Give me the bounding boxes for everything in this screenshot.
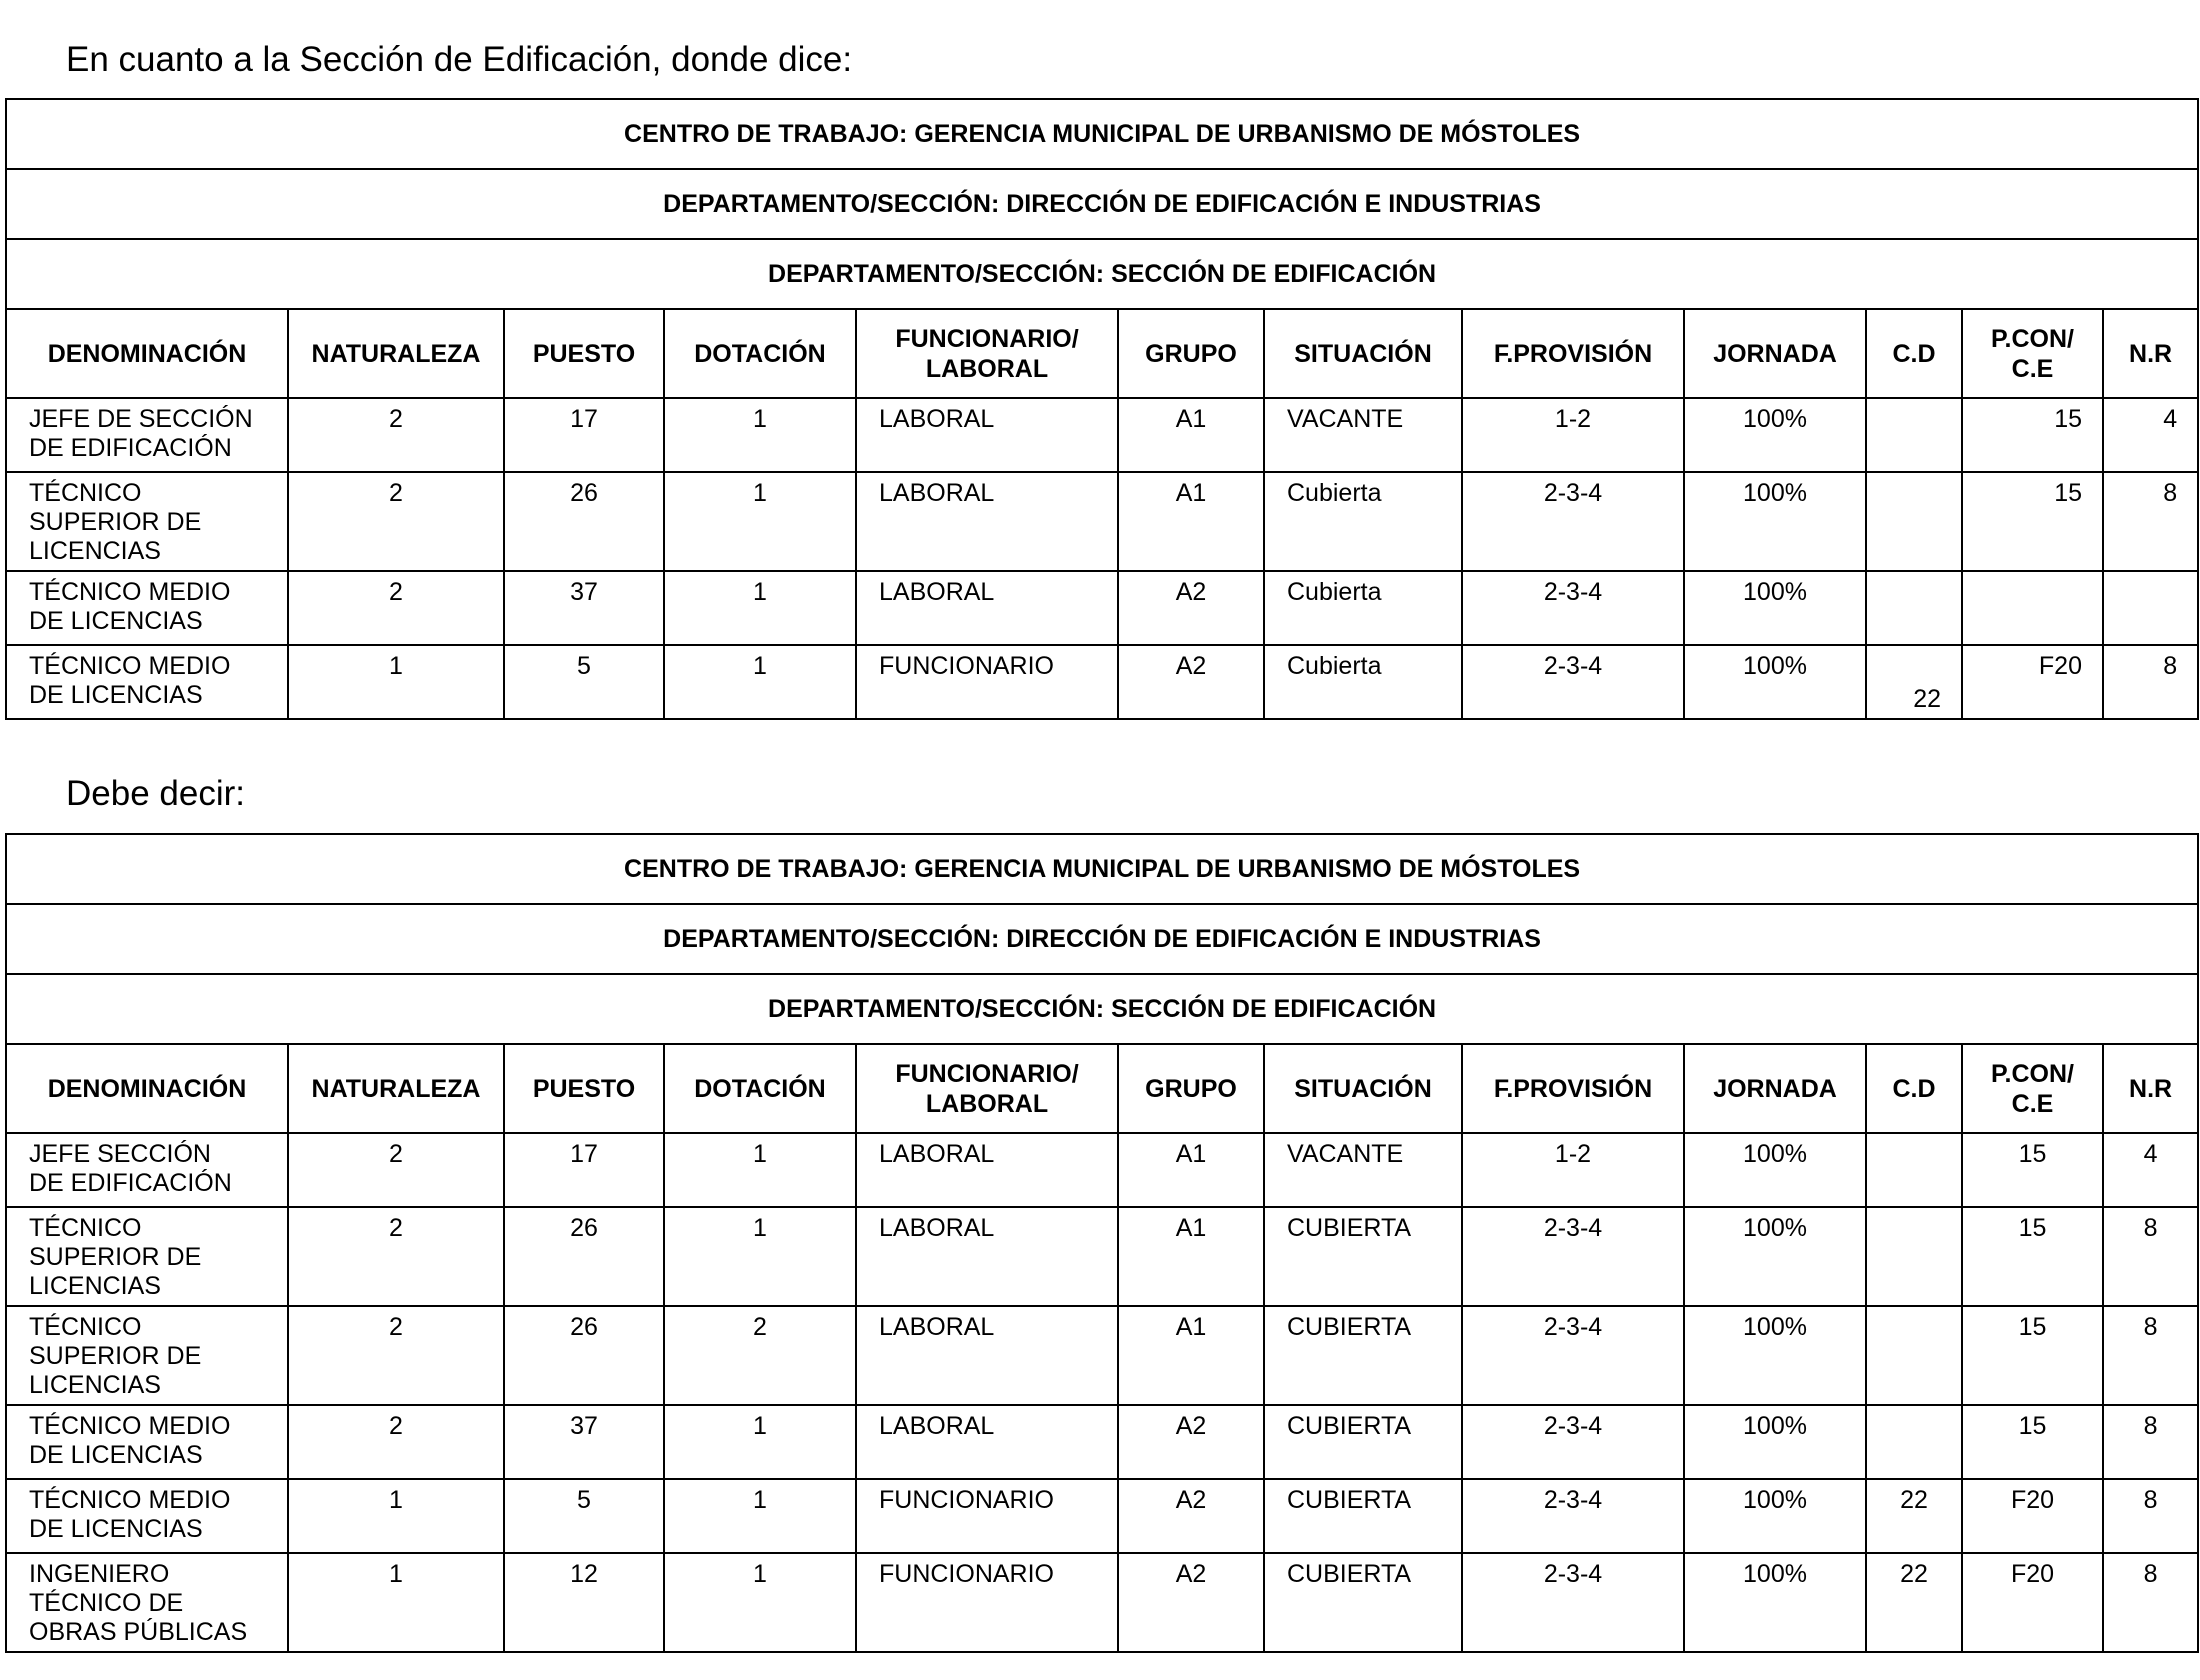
- cell-puesto: 17: [504, 398, 664, 472]
- cell-naturaleza: 2: [288, 1405, 504, 1479]
- cell-naturaleza: 1: [288, 1553, 504, 1652]
- cell-funcionario: LABORAL: [856, 1306, 1118, 1405]
- cell-nr: [2103, 571, 2198, 645]
- cell-naturaleza: 2: [288, 571, 504, 645]
- cell-situacion: Cubierta: [1264, 472, 1462, 571]
- cell-funcionario: LABORAL: [856, 1405, 1118, 1479]
- cell-pcon: 15: [1962, 1207, 2103, 1306]
- cell-denominacion: TÉCNICO MEDIO DE LICENCIAS: [6, 1405, 288, 1479]
- col-jornada: JORNADA: [1684, 309, 1866, 398]
- col-pcon-ce: P.CON/ C.E: [1962, 309, 2103, 398]
- cell-cd: [1866, 1207, 1962, 1306]
- cell-situacion: CUBIERTA: [1264, 1207, 1462, 1306]
- cell-naturaleza: 1: [288, 645, 504, 719]
- cell-puesto: 37: [504, 1405, 664, 1479]
- cell-jornada: 100%: [1684, 1553, 1866, 1652]
- cell-jornada: 100%: [1684, 1479, 1866, 1553]
- cell-puesto: 26: [504, 1306, 664, 1405]
- cell-situacion: CUBIERTA: [1264, 1405, 1462, 1479]
- cell-provision: 1-2: [1462, 398, 1684, 472]
- col-grupo: GRUPO: [1118, 309, 1264, 398]
- cell-jornada: 100%: [1684, 1207, 1866, 1306]
- cell-naturaleza: 2: [288, 472, 504, 571]
- cell-jornada: 100%: [1684, 1306, 1866, 1405]
- cell-jornada: 100%: [1684, 398, 1866, 472]
- cell-funcionario: LABORAL: [856, 472, 1118, 571]
- cell-provision: 2-3-4: [1462, 1306, 1684, 1405]
- cell-situacion: CUBIERTA: [1264, 1553, 1462, 1652]
- cell-jornada: 100%: [1684, 645, 1866, 719]
- cell-pcon: 15: [1962, 398, 2103, 472]
- cell-nr: 8: [2103, 1405, 2198, 1479]
- cell-puesto: 26: [504, 1207, 664, 1306]
- cell-denominacion: TÉCNICO MEDIO DE LICENCIAS: [6, 1479, 288, 1553]
- col-cd: C.D: [1866, 1044, 1962, 1133]
- cell-naturaleza: 2: [288, 1207, 504, 1306]
- cell-grupo: A1: [1118, 1133, 1264, 1207]
- cell-funcionario: FUNCIONARIO: [856, 1553, 1118, 1652]
- cell-puesto: 37: [504, 571, 664, 645]
- column-header-row: [6, 309, 2198, 398]
- cell-grupo: A2: [1118, 1479, 1264, 1553]
- cell-denominacion: TÉCNICO MEDIO DE LICENCIAS: [6, 571, 288, 645]
- col-denominacion: DENOMINACIÓN: [6, 309, 288, 398]
- cell-dotacion: 1: [664, 571, 856, 645]
- cell-cd: 22: [1866, 1553, 1962, 1652]
- cell-pcon: F20: [1962, 1479, 2103, 1553]
- cell-dotacion: 1: [664, 1133, 856, 1207]
- cell-grupo: A1: [1118, 398, 1264, 472]
- cell-nr: 8: [2103, 1553, 2198, 1652]
- cell-naturaleza: 2: [288, 1133, 504, 1207]
- table-row: [6, 571, 2198, 645]
- cell-dotacion: 2: [664, 1306, 856, 1405]
- table-row: [6, 1133, 2198, 1207]
- col-pcon-ce: P.CON/ C.E: [1962, 1044, 2103, 1133]
- cell-naturaleza: 2: [288, 398, 504, 472]
- cell-pcon: 15: [1962, 1405, 2103, 1479]
- cell-provision: 2-3-4: [1462, 1405, 1684, 1479]
- cell-nr: 8: [2103, 472, 2198, 571]
- centro-trabajo-header: CENTRO DE TRABAJO: GERENCIA MUNICIPAL DE URBANISMO DE MÓSTOLES: [6, 99, 2198, 169]
- cell-cd: 22: [1866, 645, 1962, 719]
- cell-pcon: 15: [1962, 472, 2103, 571]
- cell-provision: 2-3-4: [1462, 472, 1684, 571]
- col-funcionario-laboral: FUNCIONARIO/ LABORAL: [856, 1044, 1118, 1133]
- cell-grupo: A2: [1118, 1405, 1264, 1479]
- cell-puesto: 17: [504, 1133, 664, 1207]
- table-row: [6, 1553, 2198, 1652]
- col-dotacion: DOTACIÓN: [664, 1044, 856, 1133]
- cell-cd: [1866, 1133, 1962, 1207]
- seccion-header: DEPARTAMENTO/SECCIÓN: SECCIÓN DE EDIFICACIÓN: [6, 974, 2198, 1044]
- cell-nr: 8: [2103, 1306, 2198, 1405]
- table-row: [6, 472, 2198, 571]
- table-row: [6, 1207, 2198, 1306]
- cell-nr: 4: [2103, 398, 2198, 472]
- cell-pcon: 15: [1962, 1306, 2103, 1405]
- cell-grupo: A1: [1118, 1306, 1264, 1405]
- cell-situacion: Cubierta: [1264, 645, 1462, 719]
- cell-funcionario: LABORAL: [856, 398, 1118, 472]
- cell-provision: 1-2: [1462, 1133, 1684, 1207]
- cell-funcionario: LABORAL: [856, 1207, 1118, 1306]
- table-row: [6, 1306, 2198, 1405]
- cell-grupo: A2: [1118, 571, 1264, 645]
- cell-denominacion: TÉCNICO SUPERIOR DE LICENCIAS: [6, 472, 288, 571]
- table-row: [6, 1405, 2198, 1479]
- cell-nr: 8: [2103, 1207, 2198, 1306]
- cell-pcon: F20: [1962, 1553, 2103, 1652]
- col-situacion: SITUACIÓN: [1264, 1044, 1462, 1133]
- cell-situacion: CUBIERTA: [1264, 1306, 1462, 1405]
- cell-nr: 4: [2103, 1133, 2198, 1207]
- cell-provision: 2-3-4: [1462, 1553, 1684, 1652]
- col-funcionario-laboral: FUNCIONARIO/ LABORAL: [856, 309, 1118, 398]
- table-debe-decir: [5, 833, 2199, 1653]
- cell-provision: 2-3-4: [1462, 1479, 1684, 1553]
- cell-dotacion: 1: [664, 645, 856, 719]
- cell-nr: 8: [2103, 645, 2198, 719]
- cell-situacion: VACANTE: [1264, 398, 1462, 472]
- cell-jornada: 100%: [1684, 1133, 1866, 1207]
- table-donde-dice: [5, 98, 2199, 720]
- cell-provision: 2-3-4: [1462, 571, 1684, 645]
- cell-funcionario: FUNCIONARIO: [856, 1479, 1118, 1553]
- cell-situacion: CUBIERTA: [1264, 1479, 1462, 1553]
- cell-cd: [1866, 571, 1962, 645]
- cell-dotacion: 1: [664, 472, 856, 571]
- cell-denominacion: TÉCNICO SUPERIOR DE LICENCIAS: [6, 1306, 288, 1405]
- cell-naturaleza: 2: [288, 1306, 504, 1405]
- cell-dotacion: 1: [664, 1405, 856, 1479]
- seccion-header: DEPARTAMENTO/SECCIÓN: SECCIÓN DE EDIFICACIÓN: [6, 239, 2198, 309]
- col-naturaleza: NATURALEZA: [288, 309, 504, 398]
- col-jornada: JORNADA: [1684, 1044, 1866, 1133]
- intro-text-debe: Debe decir:: [66, 774, 245, 813]
- cell-denominacion: JEFE SECCIÓN DE EDIFICACIÓN: [6, 1133, 288, 1207]
- cell-denominacion: TÉCNICO MEDIO DE LICENCIAS: [6, 645, 288, 719]
- intro-text-dice: En cuanto a la Sección de Edificación, donde dice:: [66, 40, 853, 79]
- table-row: [6, 1479, 2198, 1553]
- cell-cd: [1866, 472, 1962, 571]
- cell-nr: 8: [2103, 1479, 2198, 1553]
- direccion-header: DEPARTAMENTO/SECCIÓN: DIRECCIÓN DE EDIFICACIÓN E INDUSTRIAS: [6, 904, 2198, 974]
- cell-pcon: [1962, 571, 2103, 645]
- cell-puesto: 5: [504, 645, 664, 719]
- cell-pcon: F20: [1962, 645, 2103, 719]
- cell-cd: [1866, 1306, 1962, 1405]
- cell-grupo: A2: [1118, 1553, 1264, 1652]
- cell-dotacion: 1: [664, 1479, 856, 1553]
- cell-jornada: 100%: [1684, 571, 1866, 645]
- col-naturaleza: NATURALEZA: [288, 1044, 504, 1133]
- cell-puesto: 12: [504, 1553, 664, 1652]
- col-denominacion: DENOMINACIÓN: [6, 1044, 288, 1133]
- cell-funcionario: LABORAL: [856, 571, 1118, 645]
- cell-dotacion: 1: [664, 1553, 856, 1652]
- cell-puesto: 5: [504, 1479, 664, 1553]
- cell-grupo: A2: [1118, 645, 1264, 719]
- cell-jornada: 100%: [1684, 472, 1866, 571]
- cell-cd: [1866, 398, 1962, 472]
- cell-grupo: A1: [1118, 472, 1264, 571]
- cell-cd: 22: [1866, 1479, 1962, 1553]
- col-cd: C.D: [1866, 309, 1962, 398]
- col-provision: F.PROVISIÓN: [1462, 309, 1684, 398]
- cell-funcionario: LABORAL: [856, 1133, 1118, 1207]
- col-provision: F.PROVISIÓN: [1462, 1044, 1684, 1133]
- cell-dotacion: 1: [664, 398, 856, 472]
- col-grupo: GRUPO: [1118, 1044, 1264, 1133]
- col-puesto: PUESTO: [504, 1044, 664, 1133]
- centro-trabajo-header: CENTRO DE TRABAJO: GERENCIA MUNICIPAL DE URBANISMO DE MÓSTOLES: [6, 834, 2198, 904]
- cell-denominacion: INGENIERO TÉCNICO DE OBRAS PÚBLICAS: [6, 1553, 288, 1652]
- cell-jornada: 100%: [1684, 1405, 1866, 1479]
- col-situacion: SITUACIÓN: [1264, 309, 1462, 398]
- col-nr: N.R: [2103, 1044, 2198, 1133]
- table-row: [6, 645, 2198, 719]
- cell-pcon: 15: [1962, 1133, 2103, 1207]
- col-dotacion: DOTACIÓN: [664, 309, 856, 398]
- table-row: [6, 398, 2198, 472]
- direccion-header: DEPARTAMENTO/SECCIÓN: DIRECCIÓN DE EDIFICACIÓN E INDUSTRIAS: [6, 169, 2198, 239]
- col-nr: N.R: [2103, 309, 2198, 398]
- col-puesto: PUESTO: [504, 309, 664, 398]
- cell-denominacion: TÉCNICO SUPERIOR DE LICENCIAS: [6, 1207, 288, 1306]
- cell-denominacion: JEFE DE SECCIÓN DE EDIFICACIÓN: [6, 398, 288, 472]
- cell-naturaleza: 1: [288, 1479, 504, 1553]
- cell-situacion: VACANTE: [1264, 1133, 1462, 1207]
- cell-situacion: Cubierta: [1264, 571, 1462, 645]
- cell-provision: 2-3-4: [1462, 645, 1684, 719]
- cell-grupo: A1: [1118, 1207, 1264, 1306]
- column-header-row: [6, 1044, 2198, 1133]
- cell-cd: [1866, 1405, 1962, 1479]
- cell-dotacion: 1: [664, 1207, 856, 1306]
- cell-provision: 2-3-4: [1462, 1207, 1684, 1306]
- cell-puesto: 26: [504, 472, 664, 571]
- cell-funcionario: FUNCIONARIO: [856, 645, 1118, 719]
